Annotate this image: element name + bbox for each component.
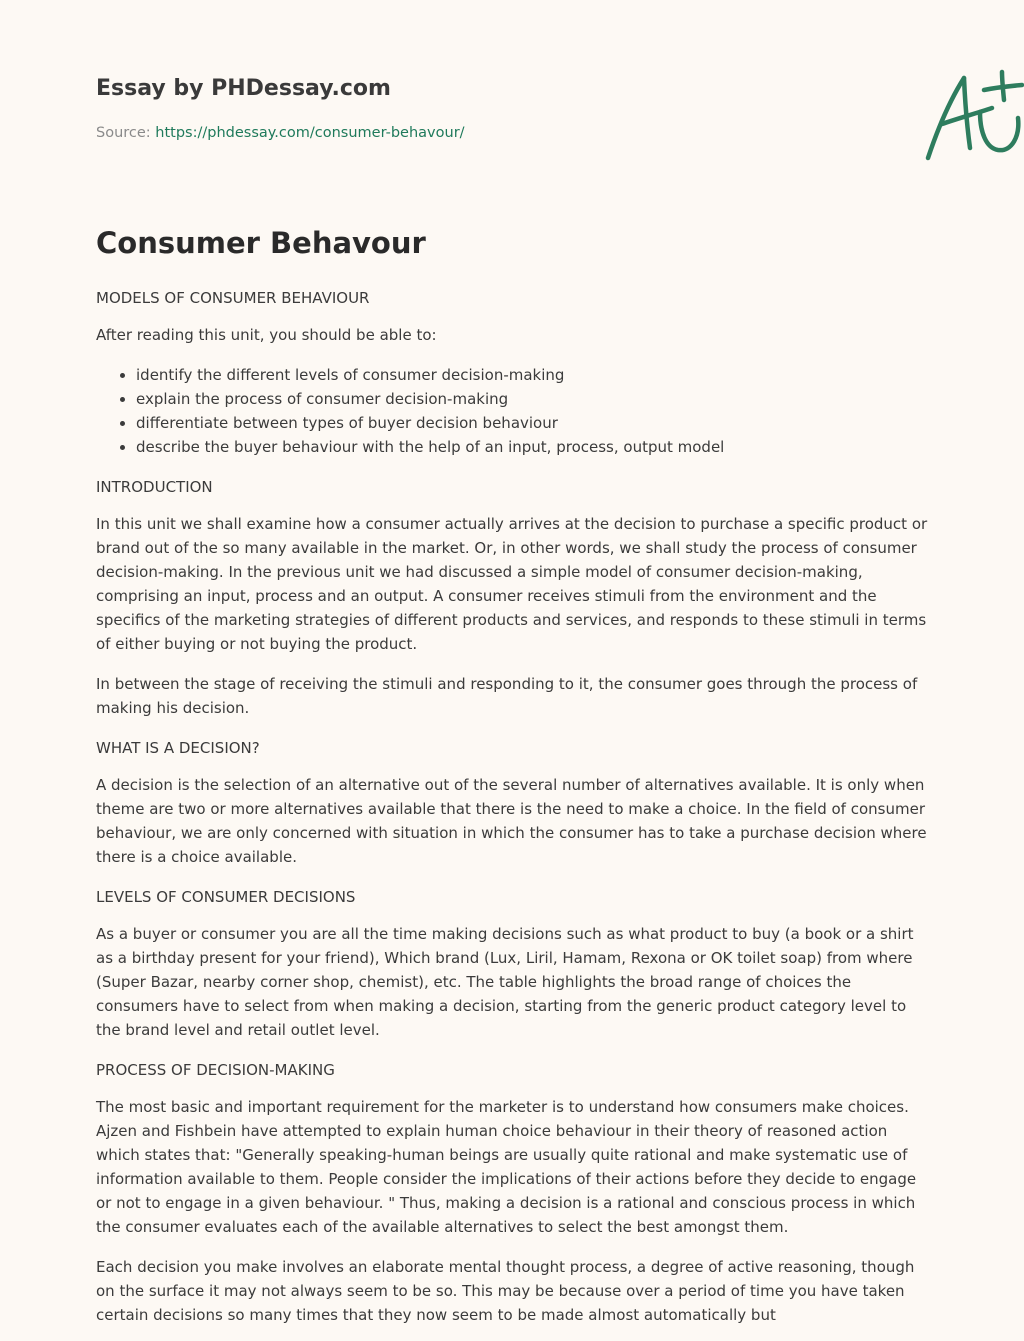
- list-item: • describe the buyer behaviour with the help of an input, process, output model: [136, 435, 932, 459]
- list-item: • identify the different levels of consumer decision-making: [136, 363, 932, 387]
- section-heading-levels: LEVELS OF CONSUMER DECISIONS: [96, 888, 356, 906]
- essay-content: [96, 286, 932, 1341]
- document-title: Consumer Behavour: [96, 226, 426, 260]
- source-link[interactable]: https://phdessay.com/consumer-behavour/: [155, 125, 465, 141]
- paragraph: Each decision you make involves an elaborate mental thought process, a degree of active reasoning, though on the surface it may not always seem to be so. This may be because over a period of time you have taken certain decisions so many times that they now seem to be made almost automatically but: [96, 1258, 915, 1324]
- paragraph: The most basic and important requirement for the marketer is to understand how consumers make choices. Ajzen and Fishbein have attempted to explain human choice behaviour in their theory of reasoned action which states that: "Generally speaking-human beings are usually quite rational and make systematic use of information available to them. People consider the implications of their actions before they decide to engage or not to engage in a given behaviour. " Thus, making a decision is a rational and conscious process in which the consumer evaluates each of the available alternatives to select the best amongst them.: [96, 1098, 917, 1236]
- a-plus-logo-icon: [916, 66, 1024, 166]
- objectives-list: [96, 363, 932, 459]
- paragraph: In this unit we shall examine how a consumer actually arrives at the decision to purchase a specific product or brand out of the so many available in the market. Or, in other words, we shall study the process of consumer decision-making. In the previous unit we had discussed a simple model of consumer decision-making, comprising an input, process and an output. A consumer receives stimuli from the environment and the specifics of the marketing strategies of different products and services, and responds to these stimuli in terms of either buying or not buying the product.: [96, 515, 928, 653]
- section-heading-decision: WHAT IS A DECISION?: [96, 739, 260, 757]
- paragraph: As a buyer or consumer you are all the time making decisions such as what product to buy (a book or a shirt as a birthday present for your friend), Which brand (Lux, Liril, Hamam, Rexona or OK toilet soap) from where (Super Bazar, nearby corner shop, chemist), etc. The table highlights the broad range of choices the consumers have to select from when making a decision, starting from the generic product category level to the brand level and retail outlet level.: [96, 925, 914, 1039]
- brand-title: Essay by PHDessay.com: [96, 76, 391, 101]
- paragraph: A decision is the selection of an alternative out of the several number of alternatives available. It is only when theme are two or more alternatives available that there is the need to make a choice. In the field of consumer behaviour, we are only concerned with situation in which the consumer has to take a purchase decision where there is a choice available.: [96, 776, 927, 866]
- paragraph: In between the stage of receiving the stimuli and responding to it, the consumer goes through the process of making his decision.: [96, 675, 918, 717]
- list-item: • differentiate between types of buyer decision behaviour: [136, 411, 932, 435]
- source-line: [96, 125, 465, 141]
- section-heading-introduction: INTRODUCTION: [96, 478, 213, 496]
- section-heading-models: MODELS OF CONSUMER BEHAVIOUR: [96, 289, 370, 307]
- intro-paragraph: After reading this unit, you should be able to:: [96, 326, 437, 344]
- section-heading-process: PROCESS OF DECISION-MAKING: [96, 1061, 335, 1079]
- list-item: • explain the process of consumer decision-making: [136, 387, 932, 411]
- source-label: Source:: [96, 125, 156, 141]
